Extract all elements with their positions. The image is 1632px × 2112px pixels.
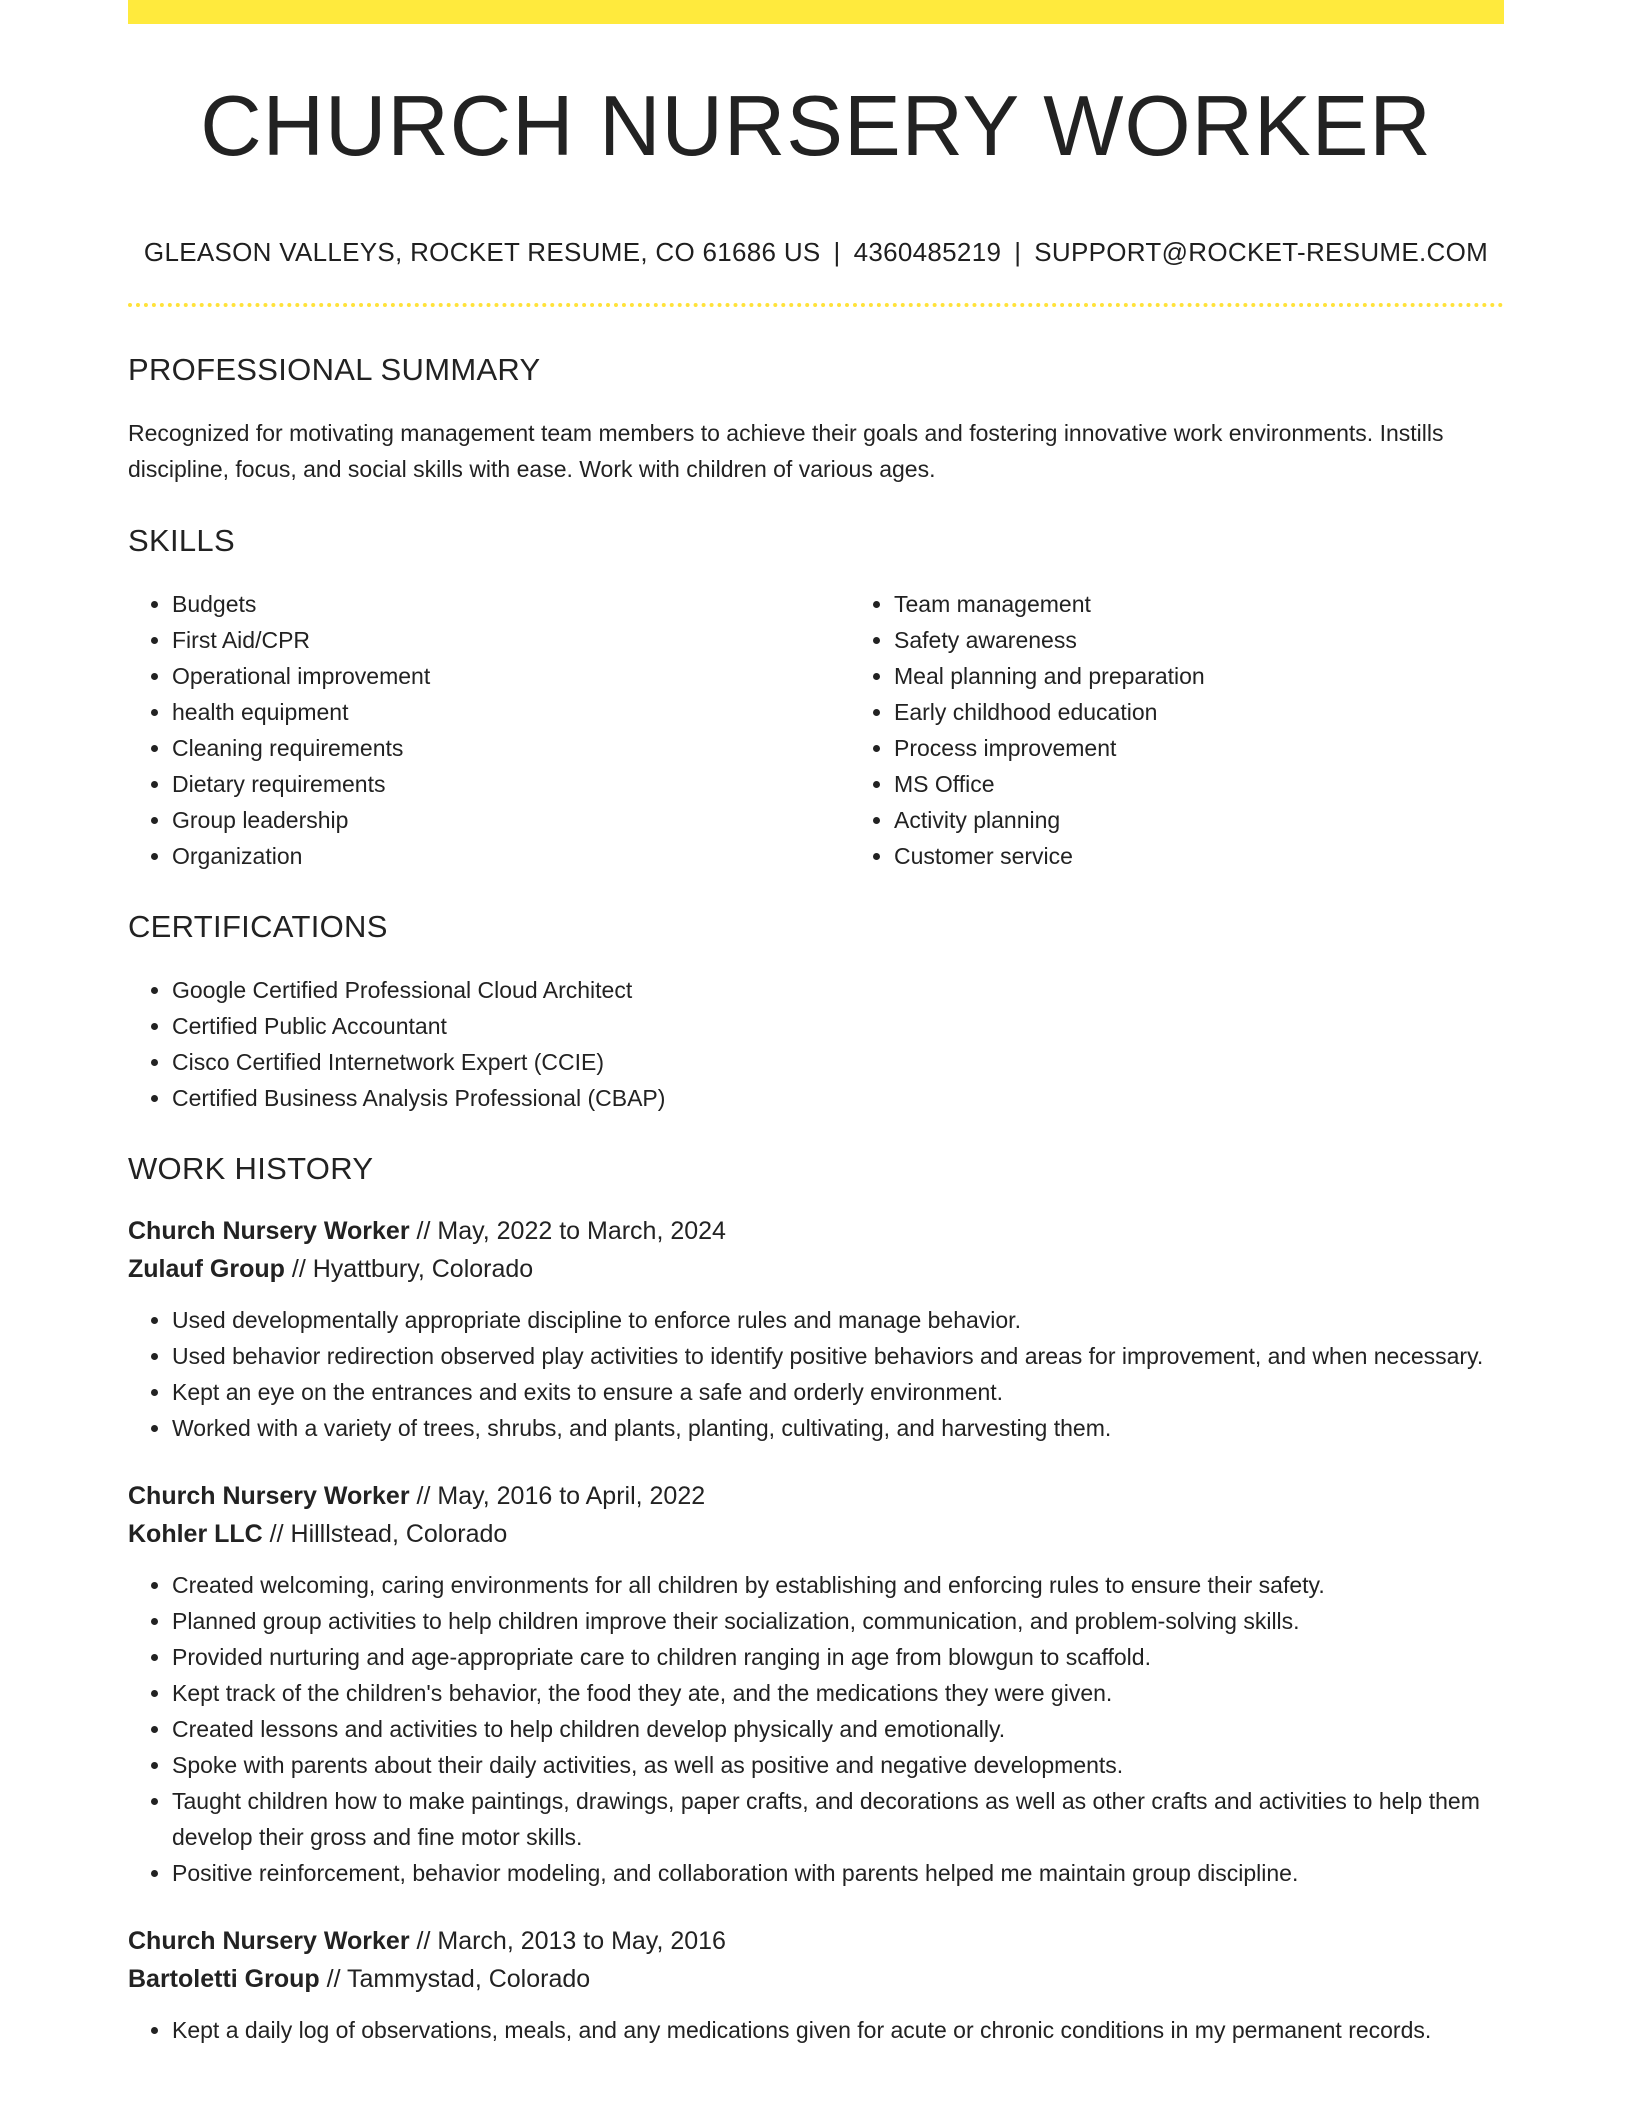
skill-item: • Dietary requirements	[172, 766, 850, 802]
contact-email: SUPPORT@ROCKET-RESUME.COM	[1034, 237, 1489, 267]
job-dates: // May, 2016 to April, 2022	[416, 1482, 706, 1510]
job-title: Church Nursery Worker	[128, 1927, 410, 1955]
contact-separator: |	[833, 237, 841, 267]
job-bullets	[128, 1302, 1504, 1446]
job-bullet: • Used developmentally appropriate discipline to enforce rules and manage behavior.	[172, 1302, 1504, 1338]
job-bullet: • Kept a daily log of observations, meals, and any medications given for acute or chronic conditions in my permanent records.	[172, 2012, 1504, 2048]
certifications-list	[128, 972, 1504, 1116]
contact-address: GLEASON VALLEYS, ROCKET RESUME, CO 61686 US	[143, 237, 821, 267]
skills-column-left	[128, 586, 850, 874]
job-bullet: • Created lessons and activities to help children develop physically and emotionally.	[172, 1711, 1504, 1747]
skill-item: • Organization	[172, 838, 850, 874]
job-company-line	[128, 1515, 1504, 1553]
skills-list	[128, 586, 1504, 874]
job-title: Church Nursery Worker	[128, 1482, 410, 1510]
certification-item: • Certified Business Analysis Professional (CBAP)	[172, 1080, 1504, 1116]
skill-item: • Budgets	[172, 586, 850, 622]
job-title: Church Nursery Worker	[128, 1217, 410, 1245]
job-company: Bartoletti Group	[128, 1965, 320, 1993]
job-bullet: • Taught children how to make paintings, drawings, paper crafts, and decorations as well as other crafts and activities to help them develop their gross and fine motor skills.	[172, 1783, 1504, 1855]
skill-item: • health equipment	[172, 694, 850, 730]
job-bullet: • Kept track of the children's behavior, the food they ate, and the medications they were given.	[172, 1675, 1504, 1711]
job-bullet: • Kept an eye on the entrances and exits to ensure a safe and orderly environment.	[172, 1374, 1504, 1410]
summary-text: Recognized for motivating management team members to achieve their goals and fostering innovative work environments. Instills discipline, focus, and social skills with ease. Work with children of various ages.	[128, 420, 1444, 482]
job-bullet: • Provided nurturing and age-appropriate care to children ranging in age from blowgun to scaffold.	[172, 1639, 1504, 1675]
job-title-line	[128, 1922, 1504, 1960]
skill-item: • Customer service	[894, 838, 1572, 874]
job-company-line	[128, 1250, 1504, 1288]
job-company-line	[128, 1960, 1504, 1998]
accent-bar	[128, 0, 1504, 24]
resume-page	[128, 0, 1504, 2048]
contact-phone: 4360485219	[853, 237, 1002, 267]
summary-heading: PROFESSIONAL SUMMARY	[128, 352, 541, 387]
candidate-name: CHURCH NURSERY WORKER	[200, 79, 1432, 174]
job-title-line	[128, 1477, 1504, 1515]
job-entry	[128, 1477, 1504, 1891]
skill-item: • Safety awareness	[894, 622, 1572, 658]
skill-item: • MS Office	[894, 766, 1572, 802]
certification-item: • Certified Public Accountant	[172, 1008, 1504, 1044]
skill-item: • Cleaning requirements	[172, 730, 850, 766]
job-bullet: • Planned group activities to help children improve their socialization, communication, and problem-solving skills.	[172, 1603, 1504, 1639]
contact-line	[128, 239, 1504, 265]
skill-item: • First Aid/CPR	[172, 622, 850, 658]
skill-item: • Team management	[894, 586, 1572, 622]
job-entry	[128, 1922, 1504, 2048]
job-dates: // March, 2013 to May, 2016	[416, 1927, 726, 1955]
job-bullet: • Worked with a variety of trees, shrubs, and plants, planting, cultivating, and harvesting them.	[172, 1410, 1504, 1446]
job-location: // Hilllstead, Colorado	[269, 1520, 508, 1548]
job-company: Zulauf Group	[128, 1255, 285, 1283]
skill-item: • Process improvement	[894, 730, 1572, 766]
skill-item: • Group leadership	[172, 802, 850, 838]
job-title-line	[128, 1212, 1504, 1250]
certification-item: • Cisco Certified Internetwork Expert (CCIE)	[172, 1044, 1504, 1080]
job-entry	[128, 1212, 1504, 1446]
skills-column-right	[850, 586, 1572, 874]
skill-item: • Meal planning and preparation	[894, 658, 1572, 694]
dotted-divider	[128, 303, 1504, 307]
job-bullet: • Created welcoming, caring environments for all children by establishing and enforcing rules to ensure their safety.	[172, 1567, 1504, 1603]
skill-item: • Activity planning	[894, 802, 1572, 838]
job-bullet: • Spoke with parents about their daily activities, as well as positive and negative developments.	[172, 1747, 1504, 1783]
contact-separator: |	[1014, 237, 1022, 267]
job-location: // Hyattbury, Colorado	[291, 1255, 534, 1283]
skill-item: • Early childhood education	[894, 694, 1572, 730]
job-company: Kohler LLC	[128, 1520, 263, 1548]
job-bullet: • Positive reinforcement, behavior modeling, and collaboration with parents helped me maintain group discipline.	[172, 1855, 1504, 1891]
certifications-heading: CERTIFICATIONS	[128, 909, 388, 944]
job-bullets	[128, 2012, 1504, 2048]
job-dates: // May, 2022 to March, 2024	[416, 1217, 726, 1245]
skill-item: • Operational improvement	[172, 658, 850, 694]
job-location: // Tammystad, Colorado	[326, 1965, 591, 1993]
job-bullets	[128, 1567, 1504, 1891]
job-bullet: • Used behavior redirection observed play activities to identify positive behaviors and areas for improvement, and when necessary.	[172, 1338, 1504, 1374]
skills-heading: SKILLS	[128, 523, 235, 558]
certification-item: • Google Certified Professional Cloud Architect	[172, 972, 1504, 1008]
work-history-heading: WORK HISTORY	[128, 1151, 374, 1186]
